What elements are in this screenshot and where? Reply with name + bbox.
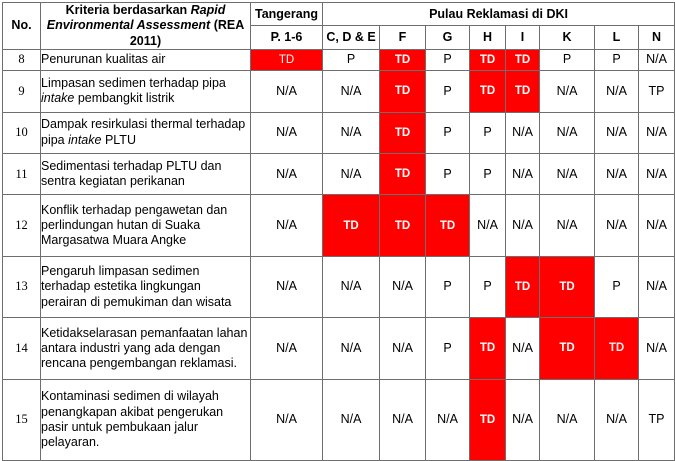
- criteria-text-italic: intake: [68, 132, 102, 147]
- criteria-text-pre: Dampak resirkulasi thermal terhadap pipa: [41, 117, 246, 147]
- cell-h: TD: [470, 49, 506, 70]
- cell-cde: N/A: [323, 318, 380, 379]
- cell-cde: N/A: [323, 71, 380, 112]
- cell-n: TP: [639, 71, 675, 112]
- cell-h: TD: [470, 379, 506, 461]
- cell-l: TD: [595, 318, 639, 379]
- cell-l: N/A: [595, 112, 639, 153]
- cell-p16: N/A: [251, 153, 323, 194]
- header-col-i: I: [506, 26, 540, 49]
- row-number: 12: [3, 195, 41, 256]
- cell-p16: N/A: [251, 256, 323, 317]
- cell-h: TD: [470, 71, 506, 112]
- rea-assessment-table: [2, 2, 675, 461]
- criteria-text-pre: Ketidakselarasan pemanfaatan lahan antara industri yang ada dengan rencana pengembangan reklamasi.: [41, 325, 248, 371]
- row-criteria: [41, 153, 251, 194]
- cell-l: P: [595, 49, 639, 70]
- row-number: 8: [3, 49, 41, 70]
- row-criteria: [41, 379, 251, 461]
- row-criteria: [41, 318, 251, 379]
- header-col-f: F: [380, 26, 426, 49]
- cell-k: N/A: [540, 112, 595, 153]
- cell-p16: N/A: [251, 318, 323, 379]
- cell-p16: N/A: [251, 379, 323, 461]
- row-number: 9: [3, 71, 41, 112]
- row-criteria: [41, 256, 251, 317]
- header-row-top: [3, 3, 675, 26]
- cell-f: TD: [380, 153, 426, 194]
- row-criteria: [41, 195, 251, 256]
- header-no: No.: [3, 3, 41, 50]
- cell-i: N/A: [506, 112, 540, 153]
- cell-h: N/A: [470, 195, 506, 256]
- cell-i: TD: [506, 256, 540, 317]
- cell-g: P: [426, 49, 470, 70]
- cell-cde: N/A: [323, 153, 380, 194]
- header-group-pulau-reklamasi: Pulau Reklamasi di DKI: [323, 3, 675, 26]
- cell-g: P: [426, 71, 470, 112]
- cell-k: TD: [540, 318, 595, 379]
- table-header: [3, 3, 675, 50]
- cell-cde: N/A: [323, 256, 380, 317]
- table-row: [3, 112, 675, 153]
- cell-f: N/A: [380, 379, 426, 461]
- cell-i: N/A: [506, 379, 540, 461]
- table-row: [3, 379, 675, 461]
- criteria-text-italic: intake: [41, 91, 75, 106]
- cell-n: N/A: [639, 153, 675, 194]
- cell-i: N/A: [506, 195, 540, 256]
- table-row: [3, 318, 675, 379]
- cell-f: N/A: [380, 256, 426, 317]
- cell-g: P: [426, 112, 470, 153]
- header-criteria-text-italic: Rapid Environmental Assessment: [46, 3, 226, 33]
- cell-l: P: [595, 256, 639, 317]
- table-row: [3, 195, 675, 256]
- cell-f: TD: [380, 71, 426, 112]
- cell-p16: N/A: [251, 195, 323, 256]
- cell-n: N/A: [639, 112, 675, 153]
- cell-i: N/A: [506, 318, 540, 379]
- cell-p16: TD: [251, 49, 323, 70]
- header-col-cde: C, D & E: [323, 26, 380, 49]
- criteria-text-pre: Limpasan sedimen terhadap pipa: [41, 76, 226, 91]
- cell-l: N/A: [595, 71, 639, 112]
- table-row: [3, 49, 675, 70]
- cell-l: N/A: [595, 195, 639, 256]
- criteria-text-pre: Sedimentasi terhadap PLTU dan sentra kegiatan perikanan: [41, 158, 222, 189]
- cell-cde: N/A: [323, 112, 380, 153]
- cell-f: TD: [380, 112, 426, 153]
- row-criteria: [41, 49, 251, 70]
- cell-k: N/A: [540, 379, 595, 461]
- row-number: 10: [3, 112, 41, 153]
- cell-k: N/A: [540, 71, 595, 112]
- cell-i: TD: [506, 49, 540, 70]
- header-col-k: K: [540, 26, 595, 49]
- cell-n: N/A: [639, 49, 675, 70]
- cell-g: N/A: [426, 379, 470, 461]
- cell-cde: N/A: [323, 379, 380, 461]
- cell-f: TD: [380, 49, 426, 70]
- cell-h: P: [470, 153, 506, 194]
- table-body: [3, 49, 675, 461]
- criteria-text-pre: Kontaminasi sedimen di wilayah penangkapan akibat pengerukan pasir untuk pembukaan jalur pelayaran.: [41, 389, 224, 450]
- criteria-text-post: pembangkit listrik: [74, 91, 175, 106]
- cell-k: TD: [540, 256, 595, 317]
- cell-cde: P: [323, 49, 380, 70]
- cell-p16: N/A: [251, 71, 323, 112]
- header-col-h: H: [470, 26, 506, 49]
- row-number: 15: [3, 379, 41, 461]
- criteria-text-post: PLTU: [101, 132, 136, 147]
- cell-cde: TD: [323, 195, 380, 256]
- cell-i: N/A: [506, 153, 540, 194]
- row-criteria: [41, 112, 251, 153]
- row-number: 13: [3, 256, 41, 317]
- cell-l: N/A: [595, 379, 639, 461]
- cell-n: N/A: [639, 256, 675, 317]
- table-row: [3, 256, 675, 317]
- cell-h: TD: [470, 318, 506, 379]
- cell-n: TP: [639, 379, 675, 461]
- cell-p16: N/A: [251, 112, 323, 153]
- cell-i: TD: [506, 71, 540, 112]
- criteria-text-pre: Penurunan kualitas air: [41, 52, 166, 67]
- cell-h: P: [470, 256, 506, 317]
- cell-h: P: [470, 112, 506, 153]
- criteria-text-pre: Pengaruh limpasan sedimen terhadap estetika lingkungan perairan di pemukiman dan wisata: [41, 264, 232, 309]
- cell-g: TD: [426, 195, 470, 256]
- cell-k: P: [540, 49, 595, 70]
- cell-k: N/A: [540, 153, 595, 194]
- table-row: [3, 153, 675, 194]
- header-criteria: [41, 3, 251, 50]
- cell-n: N/A: [639, 318, 675, 379]
- cell-f: N/A: [380, 318, 426, 379]
- cell-g: P: [426, 153, 470, 194]
- criteria-text-pre: Konflik terhadap pengawetan dan perlindungan hutan di Suaka Margasatwa Muara Angke: [41, 202, 228, 248]
- header-col-l: L: [595, 26, 639, 49]
- row-number: 14: [3, 318, 41, 379]
- cell-l: N/A: [595, 153, 639, 194]
- row-criteria: [41, 71, 251, 112]
- cell-k: N/A: [540, 195, 595, 256]
- header-criteria-text-post: (REA 2011): [129, 18, 245, 48]
- cell-g: P: [426, 318, 470, 379]
- cell-n: N/A: [639, 195, 675, 256]
- cell-f: TD: [380, 195, 426, 256]
- header-col-p16: P. 1-6: [251, 26, 323, 49]
- header-criteria-text-pre: Kriteria berdasarkan: [65, 3, 191, 17]
- header-col-n: N: [639, 26, 675, 49]
- header-col-g: G: [426, 26, 470, 49]
- row-number: 11: [3, 153, 41, 194]
- cell-g: P: [426, 256, 470, 317]
- header-tangerang: Tangerang: [251, 3, 323, 26]
- table-row: [3, 71, 675, 112]
